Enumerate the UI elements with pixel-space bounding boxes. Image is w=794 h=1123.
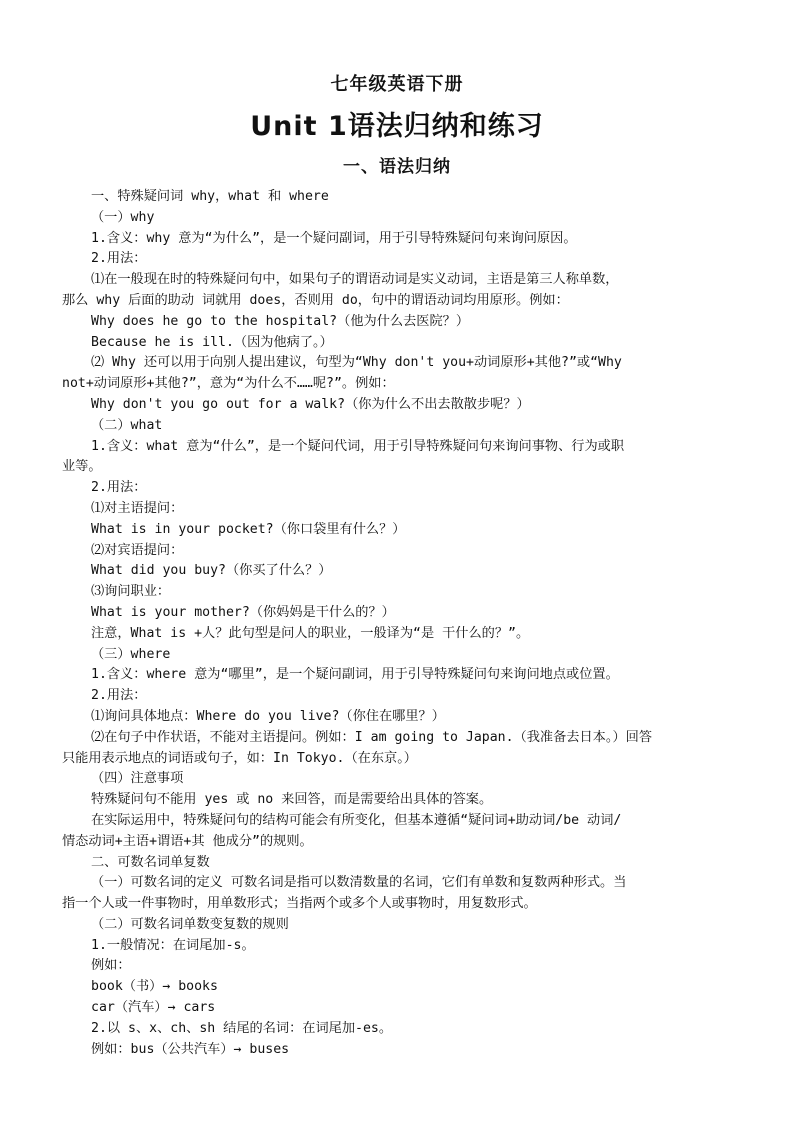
text-line: 例如： bbox=[91, 958, 131, 974]
text-line: Why don't you go out for a walk?（你为什么不出去散散步呢？） bbox=[91, 396, 530, 412]
text-line: 2.用法： bbox=[91, 688, 147, 704]
text-line: book（书）→ books bbox=[91, 979, 218, 995]
text-line: 指一个人或一件事物时，用单数形式；当指两个或多个人或事物时，用复数形式。 bbox=[62, 896, 537, 912]
text-line: ⑵在句子中作状语，不能对主语提问。例如：I am going to Japan.（我准备去日本。）回答 bbox=[91, 729, 653, 745]
document-body bbox=[62, 187, 738, 1060]
text-line: 只能用表示地点的词语或句子，如：In Tokyo.（在东京。） bbox=[62, 750, 417, 766]
text-line: ⑵对宾语提问： bbox=[91, 542, 184, 558]
text-line: 注意，What is +人？此句型是问人的职业，一般译为“是 干什么的？”。 bbox=[91, 625, 530, 641]
text-line: 2.用法： bbox=[91, 251, 147, 267]
text-line: 业等。 bbox=[62, 459, 102, 475]
text-line: （二）what bbox=[91, 417, 163, 433]
text-line: What is in your pocket?（你口袋里有什么？） bbox=[91, 521, 406, 537]
text-line: （三）where bbox=[91, 646, 171, 662]
section-title: 一、语法归纳 bbox=[343, 157, 451, 177]
text-line: car（汽车）→ cars bbox=[91, 1000, 216, 1016]
text-line: 在实际运用中，特殊疑问句的结构可能会有所变化，但基本遵循“疑问词+助动词/be 动词/ bbox=[91, 812, 622, 828]
text-line: 1.一般情况：在词尾加-s。 bbox=[91, 937, 255, 953]
text-line: ⑶询问职业： bbox=[91, 584, 171, 600]
doc-title: 七年级英语下册 bbox=[330, 74, 464, 95]
text-line: ⑴询问具体地点：Where do you live?（你住在哪里？） bbox=[91, 708, 445, 724]
text-line: 1.含义：what 意为“什么”，是一个疑问代词，用于引导特殊疑问句来询问事物、行为或职 bbox=[91, 438, 625, 454]
text-line: 2.以 s、x、ch、sh 结尾的名词：在词尾加-es。 bbox=[91, 1020, 393, 1036]
unit-title: Unit 1语法归纳和练习 bbox=[250, 111, 544, 142]
text-line: （四）注意事项 bbox=[91, 771, 184, 787]
text-line: 情态动词+主语+谓语+其 他成分”的规则。 bbox=[62, 833, 313, 849]
text-line: Why does he go to the hospital?（他为什么去医院？） bbox=[91, 313, 469, 329]
text-line: What did you buy?（你买了什么？） bbox=[91, 563, 332, 579]
text-line: 1.含义：where 意为“哪里”，是一个疑问副词，用于引导特殊疑问句来询问地点或位置。 bbox=[91, 667, 619, 683]
text-line: Because he is ill.（因为他病了。） bbox=[91, 334, 333, 350]
text-line: What is your mother?（你妈妈是干什么的？） bbox=[91, 604, 395, 620]
text-line: （二）可数名词单数变复数的规则 bbox=[91, 916, 289, 932]
text-line: ⑴对主语提问： bbox=[91, 500, 184, 516]
text-line: not+动词原形+其他?”，意为“为什么不……呢?”。例如： bbox=[62, 376, 395, 392]
text-line: 2.用法： bbox=[91, 480, 147, 496]
text-line: 一、特殊疑问词 why，what 和 where bbox=[91, 189, 329, 204]
text-line: （一）why bbox=[91, 209, 155, 225]
text-line: 特殊疑问句不能用 yes 或 no 来回答，而是需要给出具体的答案。 bbox=[91, 792, 493, 808]
text-line: 二、可数名词单复数 bbox=[91, 854, 210, 870]
text-line: ⑵ Why 还可以用于向别人提出建议，句型为“Why don't you+动词原形+其他?”或“Why bbox=[91, 355, 622, 371]
text-line: ⑴在一般现在时的特殊疑问句中，如果句子的谓语动词是实义动词，主语是第三人称单数， bbox=[91, 272, 619, 288]
text-line: （一）可数名词的定义 可数名词是指可以数清数量的名词，它们有单数和复数两种形式。当 bbox=[91, 875, 627, 891]
text-line: 1.含义：why 意为“为什么”，是一个疑问副词，用于引导特殊疑问句来询问原因。 bbox=[91, 230, 577, 246]
text-line: 那么 why 后面的助动 词就用 does，否则用 do，句中的谓语动词均用原形。例如： bbox=[62, 292, 569, 308]
text-line: 例如：bus（公共汽车）→ buses bbox=[91, 1041, 290, 1057]
